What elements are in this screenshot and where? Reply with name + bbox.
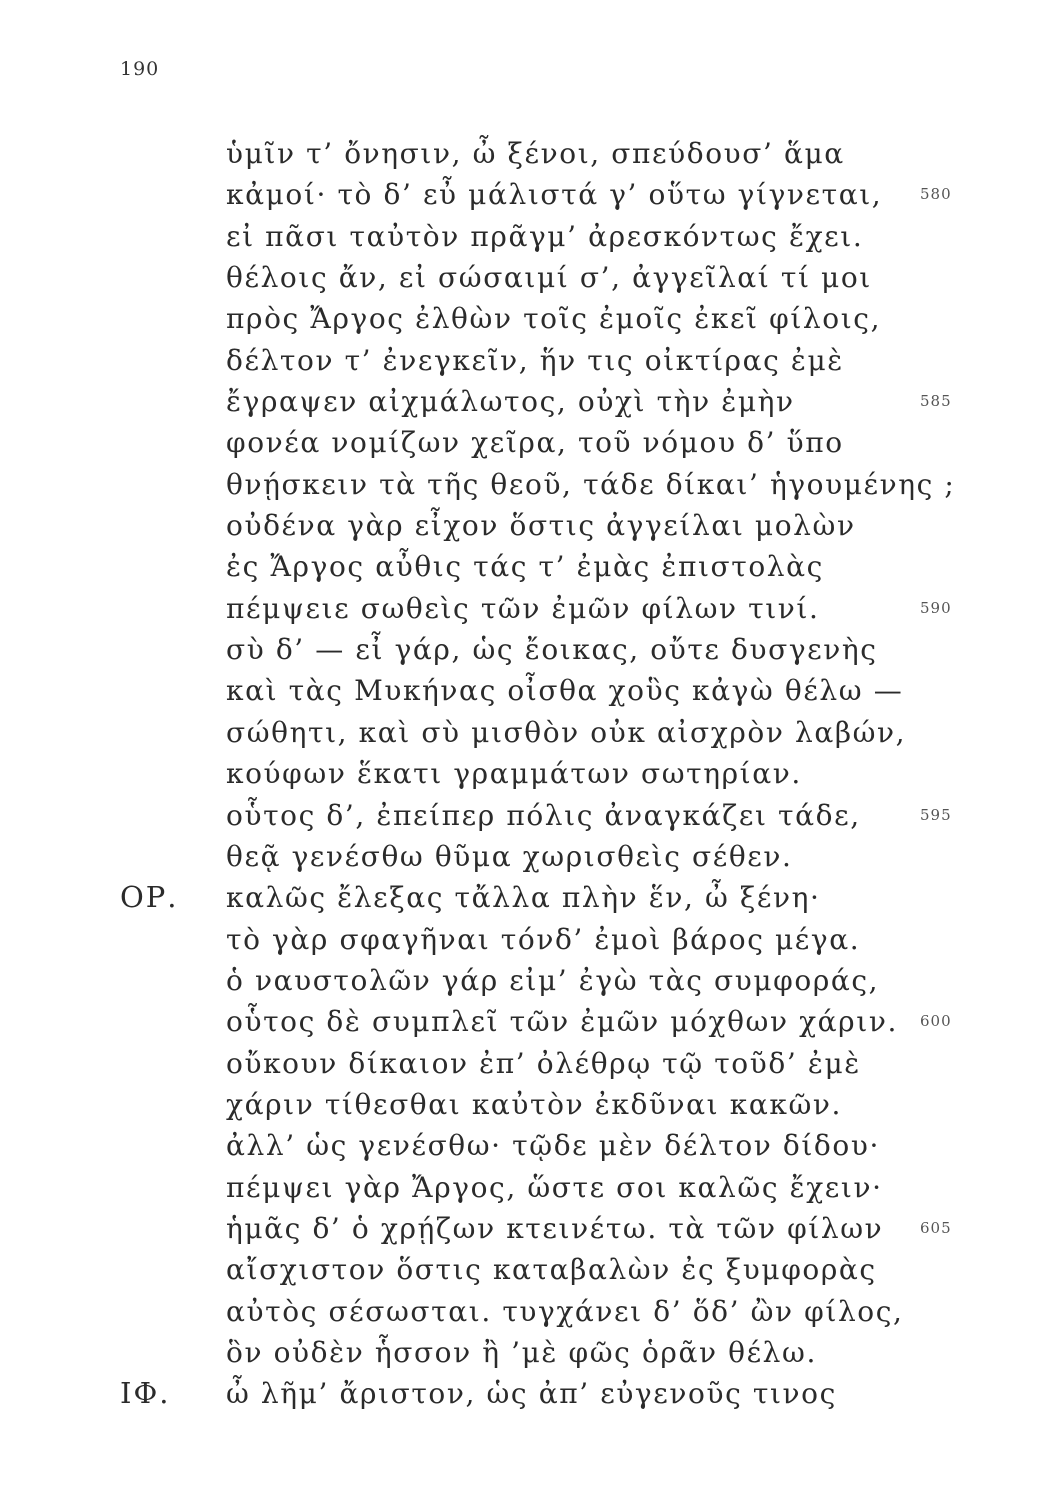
verse-line: [0, 1125, 1056, 1166]
verse-text: κἀμοί· τὸ δ’ εὖ μάλιστά γ’ οὕτω γίγνεται,: [226, 178, 883, 212]
line-number: 585: [920, 392, 952, 411]
verse-line: [0, 216, 1056, 257]
verse-line: [0, 1084, 1056, 1125]
verse-line: [0, 1291, 1056, 1332]
verse-line: [0, 298, 1056, 339]
verse-line: [0, 795, 1056, 836]
page-number: 190: [120, 58, 160, 80]
verse-text: οὗτος δὲ συμπλεῖ τῶν ἐμῶν μόχθων χάριν.: [226, 1005, 898, 1039]
verse-line: [0, 505, 1056, 546]
line-number: 605: [920, 1218, 952, 1237]
verse-text: ἡμᾶς δ’ ὁ χρῄζων κτεινέτω. τὰ τῶν φίλων: [226, 1211, 884, 1245]
verse-line: [0, 588, 1056, 629]
verse-text: πέμψει γὰρ Ἄργος, ὥστε σοι καλῶς ἔχειν·: [226, 1170, 883, 1204]
speaker-label: ΟΡ.: [120, 880, 179, 915]
verse-text: θέλοις ἄν, εἰ σώσαιμί σ’, ἀγγεῖλαί τί μοι: [226, 261, 872, 295]
verse-text: πρὸς Ἄργος ἐλθὼν τοῖς ἐμοῖς ἐκεῖ φίλοις,: [226, 302, 882, 336]
verse-text: ὃν οὐδὲν ἧσσον ἢ ’μὲ φῶς ὁρᾶν θέλω.: [226, 1335, 817, 1369]
verse-text: σώθητι, καὶ σὺ μισθὸν οὐκ αἰσχρὸν λαβών,: [226, 715, 907, 749]
verse-line: [0, 670, 1056, 711]
verse-line: [0, 712, 1056, 753]
verse-line: [0, 1373, 1056, 1414]
verse-block: [0, 133, 1056, 1415]
line-number: 600: [920, 1012, 952, 1031]
verse-text: φονέα νομίζων χεῖρα, τοῦ νόμου δ’ ὕπο: [226, 426, 844, 460]
verse-text: δέλτον τ’ ἐνεγκεῖν, ἥν τις οἰκτίρας ἐμὲ: [226, 343, 844, 377]
verse-line: [0, 133, 1056, 174]
verse-line: [0, 381, 1056, 422]
verse-text: θνῄσκειν τὰ τῆς θεοῦ, τάδε δίκαι’ ἡγουμένης ;: [226, 467, 956, 501]
verse-line: [0, 464, 1056, 505]
verse-text: οὗτος δ’, ἐπείπερ πόλις ἀναγκάζει τάδε,: [226, 798, 861, 832]
verse-text: σὺ δ’ — εἶ γάρ, ὡς ἔοικας, οὔτε δυσγενὴς: [226, 633, 878, 667]
verse-text: χάριν τίθεσθαι καὐτὸν ἐκδῦναι κακῶν.: [226, 1087, 843, 1121]
verse-line: [0, 340, 1056, 381]
verse-text: ἀλλ’ ὡς γενέσθω· τῷδε μὲν δέλτον δίδου·: [226, 1129, 880, 1163]
verse-line: [0, 1332, 1056, 1373]
verse-text: εἰ πᾶσι ταὐτὸν πρᾶγμ’ ἀρεσκόντως ἔχει.: [226, 219, 864, 253]
verse-text: τὸ γὰρ σφαγῆναι τόνδ’ ἐμοὶ βάρος μέγα.: [226, 922, 861, 956]
verse-line: [0, 629, 1056, 670]
verse-line: [0, 960, 1056, 1001]
verse-line: [0, 546, 1056, 587]
verse-text: ὦ λῆμ’ ἄριστον, ὡς ἀπ’ εὐγενοῦς τινος: [226, 1377, 837, 1411]
verse-text: κούφων ἕκατι γραμμάτων σωτηρίαν.: [226, 757, 802, 791]
verse-text: οὐδένα γὰρ εἶχον ὅστις ἀγγείλαι μολὼν: [226, 509, 856, 543]
verse-line: [0, 422, 1056, 463]
verse-line: [0, 877, 1056, 918]
verse-line: [0, 753, 1056, 794]
speaker-label: ΙΦ.: [120, 1376, 171, 1411]
verse-text: ὁ ναυστολῶν γάρ εἰμ’ ἐγὼ τὰς συμφοράς,: [226, 963, 880, 997]
verse-text: καὶ τὰς Μυκήνας οἶσθα χοὓς κἀγὼ θέλω —: [226, 674, 904, 708]
verse-text: οὔκουν δίκαιον ἐπ’ ὀλέθρῳ τῷ τοῦδ’ ἐμὲ: [226, 1046, 861, 1080]
line-number: 580: [920, 185, 952, 204]
verse-text: ὑμῖν τ’ ὄνησιν, ὦ ξένοι, σπεύδουσ’ ἅμα: [226, 137, 845, 170]
verse-text: αὐτὸς σέσωσται. τυγχάνει δ’ ὅδ’ ὢν φίλος,: [226, 1294, 904, 1328]
verse-text: θεᾷ γενέσθω θῦμα χωρισθεὶς σέθεν.: [226, 839, 793, 873]
verse-text: αἴσχιστον ὅστις καταβαλὼν ἐς ξυμφορὰς: [226, 1253, 877, 1287]
verse-line: [0, 1043, 1056, 1084]
verse-line: [0, 174, 1056, 215]
verse-line: [0, 257, 1056, 298]
verse-text: ἔγραψεν αἰχμάλωτος, οὐχὶ τὴν ἐμὴν: [226, 385, 795, 419]
verse-line: [0, 836, 1056, 877]
line-number: 590: [920, 598, 952, 617]
verse-text: καλῶς ἔλεξας τἄλλα πλὴν ἕν, ὦ ξένη·: [226, 881, 821, 915]
verse-line: [0, 1167, 1056, 1208]
verse-text: πέμψειε σωθεὶς τῶν ἐμῶν φίλων τινί.: [226, 591, 820, 625]
line-number: 595: [920, 805, 952, 824]
verse-line: [0, 919, 1056, 960]
verse-line: [0, 1001, 1056, 1042]
verse-text: ἐς Ἄργος αὖθις τάς τ’ ἐμὰς ἐπιστολὰς: [226, 550, 824, 584]
verse-line: [0, 1208, 1056, 1249]
verse-line: [0, 1249, 1056, 1290]
